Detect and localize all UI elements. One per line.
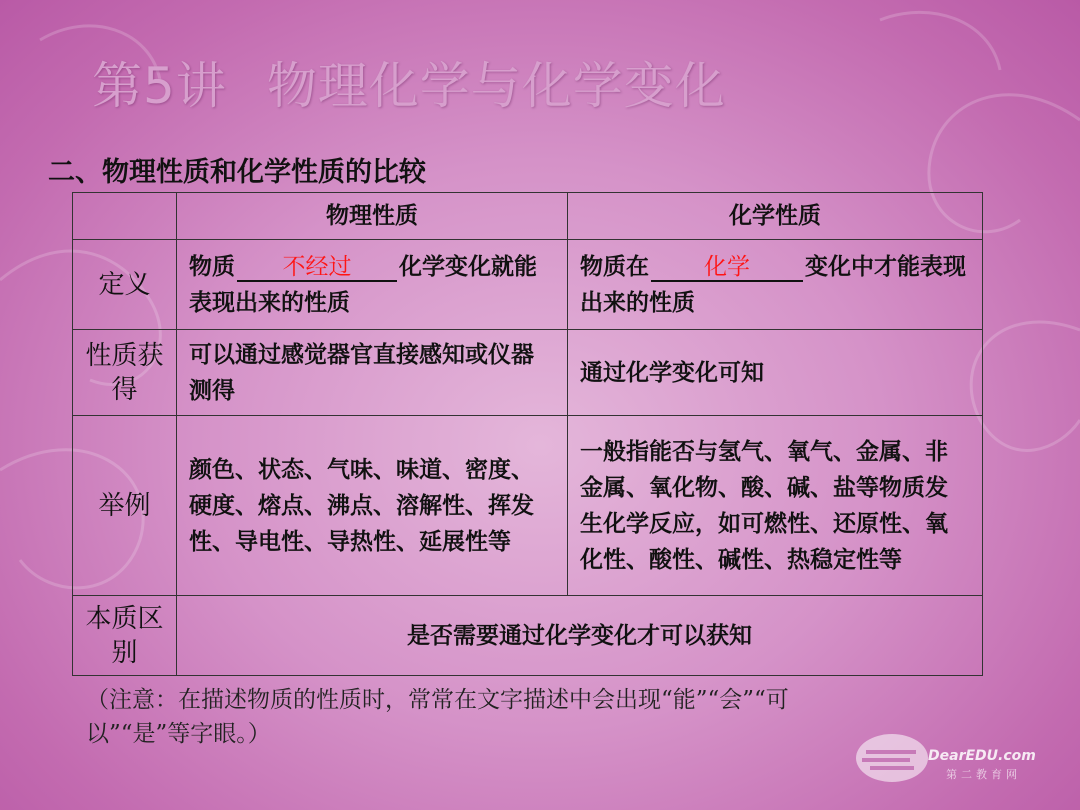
cell-chemical-definition xyxy=(568,240,983,330)
logo-name: DearEDU.com xyxy=(928,748,1036,764)
cell-physical-definition xyxy=(177,240,568,330)
cell-physical-acquisition: 可以通过感觉器官直接感知或仪器测得 xyxy=(177,330,568,416)
slide-title xyxy=(92,46,726,118)
row-label-examples: 举例 xyxy=(73,416,177,596)
cell-physical-examples: 颜色、状态、气味、味道、密度、硬度、熔点、沸点、溶解性、挥发性、导电性、导热性、延展性等 xyxy=(177,416,568,596)
header-empty-cell xyxy=(73,193,177,240)
table-row-acquisition xyxy=(73,330,983,416)
table-row-essence xyxy=(73,596,983,676)
text-fragment: 变化中才能表现出来的性质 xyxy=(580,252,966,316)
text-fragment: 化学变化就能表现出来的性质 xyxy=(189,252,537,316)
cell-essence-merged: 是否需要通过化学变化才可以获知 xyxy=(177,596,983,676)
dearedu-logo-icon xyxy=(852,728,932,788)
row-label-essence: 本质区别 xyxy=(73,596,177,676)
row-label-acquisition: 性质获得 xyxy=(73,330,177,416)
cell-chemical-acquisition: 通过化学变化可知 xyxy=(568,330,983,416)
lecture-number: 第5讲 xyxy=(92,57,227,115)
section-heading: 二、物理性质和化学性质的比较 xyxy=(48,157,426,188)
logo-subtitle: 第二教育网 xyxy=(946,768,1021,781)
answer-blank-chemical: 化学 xyxy=(651,254,803,282)
table-row-examples xyxy=(73,416,983,596)
table-header-row xyxy=(73,193,983,240)
header-chemical: 化学性质 xyxy=(568,193,983,240)
comparison-table xyxy=(72,192,983,676)
text-fragment: 物质 xyxy=(189,252,235,280)
footnote: （注意：在描述物质的性质时，常常在文字描述中会出现“能”“会”“可以”“是”等字眼。） xyxy=(86,687,789,747)
text-fragment: 物质在 xyxy=(580,252,649,280)
row-label-definition: 定义 xyxy=(73,240,177,330)
header-physical: 物理性质 xyxy=(177,193,568,240)
table-row-definition xyxy=(73,240,983,330)
lecture-topic: 物理化学与化学变化 xyxy=(266,57,726,115)
cell-chemical-examples: 一般指能否与氢气、氧气、金属、非金属、氧化物、酸、碱、盐等物质发生化学反应，如可燃性、还原性、氧化性、酸性、碱性、热稳定性等 xyxy=(568,416,983,596)
answer-blank-physical: 不经过 xyxy=(237,254,397,282)
